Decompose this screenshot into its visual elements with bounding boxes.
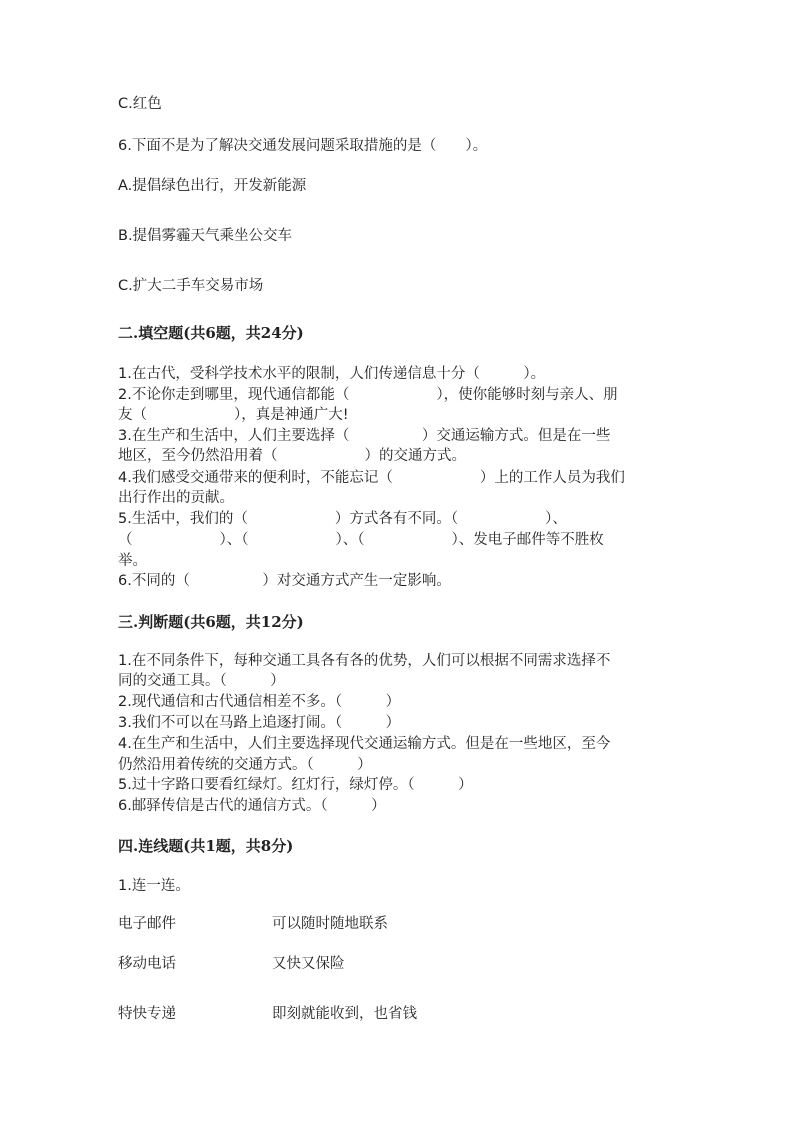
q6-option-b: B.提倡雾霾天气乘坐公交车	[118, 228, 293, 244]
match-right: 可以随时随地联系	[272, 916, 388, 932]
q6-stem: 6.下面不是为了解决交通发展问题采取措施的是（ ）。	[118, 138, 488, 154]
match-left: 特快专递	[118, 1006, 176, 1022]
match-right: 又快又保险	[272, 956, 345, 972]
section2-heading: 二.填空题(共6题，共24分)	[118, 324, 304, 342]
judge-line: 同的交通工具。（ ）	[118, 673, 285, 689]
fill-line: 4.我们感受交通带来的便利时，不能忘记（ ）上的工作人员为我们	[118, 470, 625, 486]
judge-line: 6.邮驿传信是古代的通信方式。（ ）	[118, 798, 386, 814]
match-left: 电子邮件	[118, 916, 176, 932]
fill-line: （ ）、（ ）、（ ）、发电子邮件等不胜枚	[118, 532, 604, 548]
match-stem: 1.连一连。	[118, 878, 190, 894]
fill-line: 6.不同的（ ）对交通方式产生一定影响。	[118, 573, 451, 589]
judge-line: 仍然沿用着传统的交通方式。（ ）	[118, 757, 372, 773]
section4-heading: 四.连线题(共1题，共8分)	[118, 837, 294, 855]
q6-option-c: C.扩大二手车交易市场	[118, 278, 264, 294]
match-row	[118, 954, 678, 974]
q5-option-c: C.红色	[118, 96, 162, 112]
fill-line: 地区，至今仍然沿用着（ ）的交通方式。	[118, 448, 466, 464]
match-left: 移动电话	[118, 956, 176, 972]
section3-heading: 三.判断题(共6题，共12分)	[118, 613, 304, 631]
judge-line: 5.过十字路口要看红绿灯。红灯行，绿灯停。（ ）	[118, 777, 473, 793]
fill-line: 举。	[118, 553, 147, 569]
fill-line: 1.在古代，受科学技术水平的限制，人们传递信息十分（ ）。	[118, 366, 546, 382]
q6-option-a: A.提倡绿色出行，开发新能源	[118, 178, 307, 194]
fill-line: 5.生活中，我们的（ ）方式各有不同。（ ）、	[118, 511, 567, 527]
judge-line: 4.在生产和生活中，人们主要选择现代交通运输方式。但是在一些地区，至今	[118, 736, 611, 752]
fill-line: 3.在生产和生活中，人们主要选择（ ）交通运输方式。但是在一些	[118, 428, 611, 444]
fill-line: 2.不论你走到哪里，现代通信都能（ ），使你能够时刻与亲人、朋	[118, 387, 618, 403]
judge-line: 3.我们不可以在马路上追逐打闹。（ ）	[118, 715, 401, 731]
judge-line: 1.在不同条件下，每种交通工具各有各的优势，人们可以根据不同需求选择不	[118, 653, 611, 669]
match-row	[118, 1004, 678, 1024]
fill-line: 出行作出的贡献。	[118, 490, 234, 506]
match-right: 即刻就能收到，也省钱	[272, 1006, 417, 1022]
fill-line: 友（ ），真是神通广大!	[118, 407, 349, 423]
match-row	[118, 914, 678, 934]
judge-line: 2.现代通信和古代通信相差不多。（ ）	[118, 694, 401, 710]
